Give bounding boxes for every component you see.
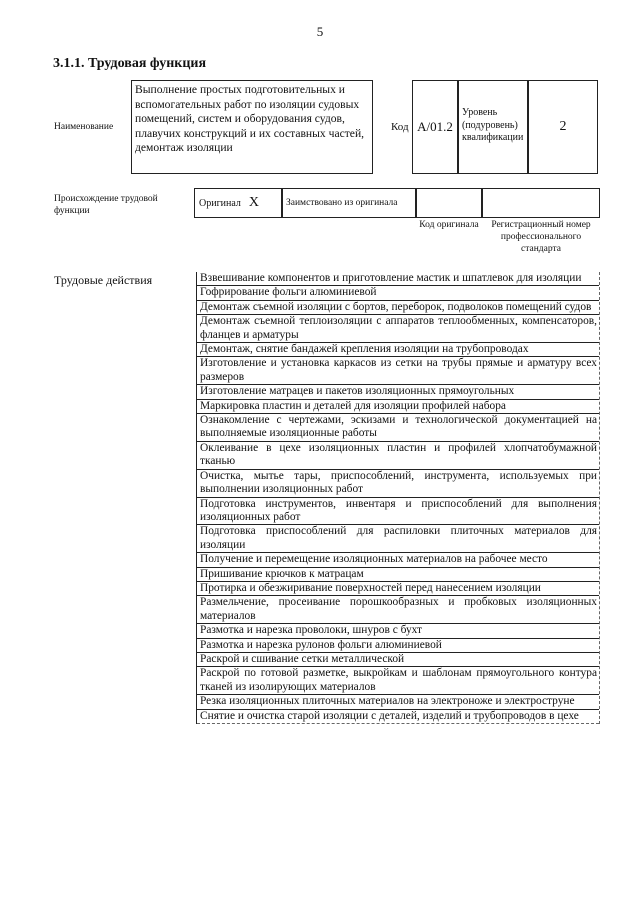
labor-action-item: Размотка и нарезка проволоки, шнуров с бухт [197, 624, 599, 638]
page-number: 5 [316, 24, 324, 39]
labor-action-item: Демонтаж съемной изоляции с бортов, переборок, подволоков помещений судов [197, 301, 599, 315]
labor-action-item: Демонтаж, снятие бандажей крепления изоляции на трубопроводах [197, 343, 599, 357]
labor-action-item: Подготовка приспособлений для распиловки плиточных материалов для изоляции [197, 525, 599, 553]
code-value: А/01.2 [412, 80, 458, 174]
registration-number-cell [482, 188, 600, 218]
section-title: 3.1.1. Трудовая функция [53, 56, 207, 71]
labor-action-item: Изготовление и установка каркасов из сетки на трубы прямые и арматуру всех размеров [197, 357, 599, 385]
labor-action-item: Получение и перемещение изоляционных материалов на рабочее место [197, 553, 599, 567]
original-cell [194, 188, 282, 218]
level-value: 2 [528, 80, 598, 174]
code-label: Код [391, 121, 409, 133]
labor-action-item: Раскрой по готовой разметке, выкройкам и шаблонам прямоугольного контура тканей из изолирующих материалов [197, 667, 599, 695]
labor-action-item: Пришивание крючков к матрацам [197, 568, 599, 582]
borrowed-label: Заимствовано из оригинала [286, 198, 398, 208]
name-label: Наименование [54, 122, 114, 132]
labor-actions-label: Трудовые действия [54, 273, 153, 287]
labor-action-item: Очистка, мытье тары, приспособлений, инструмента, используемых при выполнении изоляционных работ [197, 470, 599, 498]
labor-action-item: Демонтаж съемной теплоизоляции с аппаратов теплообменных, компенсаторов, фланцев и арматуры [197, 315, 599, 343]
labor-action-item: Размельчение, просеивание порошкообразных и пробковых изоляционных материалов [197, 596, 599, 624]
labor-action-item: Оклеивание в цехе изоляционных пластин и профилей хлопчатобумажной тканью [197, 442, 599, 470]
registration-number-caption: Регистрационный номер профессионального стандарта [491, 220, 591, 254]
labor-action-item: Снятие и очистка старой изоляции с деталей, изделий и трубопроводов в цехе [197, 710, 599, 724]
labor-action-item: Раскрой и сшивание сетки металлической [197, 653, 599, 667]
labor-actions-list [196, 272, 600, 724]
labor-action-item: Ознакомление с чертежами, эскизами и технологической документацией на выполняемые изоляционные работы [197, 414, 599, 442]
labor-action-item: Подготовка инструментов, инвентаря и приспособлений для выполнения изоляционных работ [197, 498, 599, 526]
labor-action-item: Резка изоляционных плиточных материалов на электроноже и электроструне [197, 695, 599, 709]
borrowed-cell [282, 188, 416, 218]
labor-action-item: Маркировка пластин и деталей для изоляции профилей набора [197, 400, 599, 414]
labor-action-item: Гофрирование фольги алюминиевой [197, 286, 599, 300]
labor-action-item: Размотка и нарезка рулонов фольги алюминиевой [197, 639, 599, 653]
origin-label: Происхождение трудовой функции [54, 194, 158, 216]
original-code-caption: Код оригинала [419, 220, 479, 230]
original-code-cell [416, 188, 482, 218]
original-mark: X [248, 195, 260, 210]
function-name-value: Выполнение простых подготовительных и вспомогательных работ по изоляции судовых помещений, систем и оборудования судов, плавучих конструкций и их составных частей, демонтаж изоляции [131, 80, 373, 174]
labor-action-item: Протирка и обезжиривание поверхностей перед нанесением изоляции [197, 582, 599, 596]
labor-action-item: Изготовление матрацев и пакетов изоляционных прямоугольных [197, 385, 599, 399]
original-label: Оригинал [199, 197, 241, 209]
labor-action-item: Взвешивание компонентов и приготовление мастик и шпатлевок для изоляции [197, 272, 599, 286]
level-label: Уровень (подуровень) квалификации [458, 80, 528, 174]
